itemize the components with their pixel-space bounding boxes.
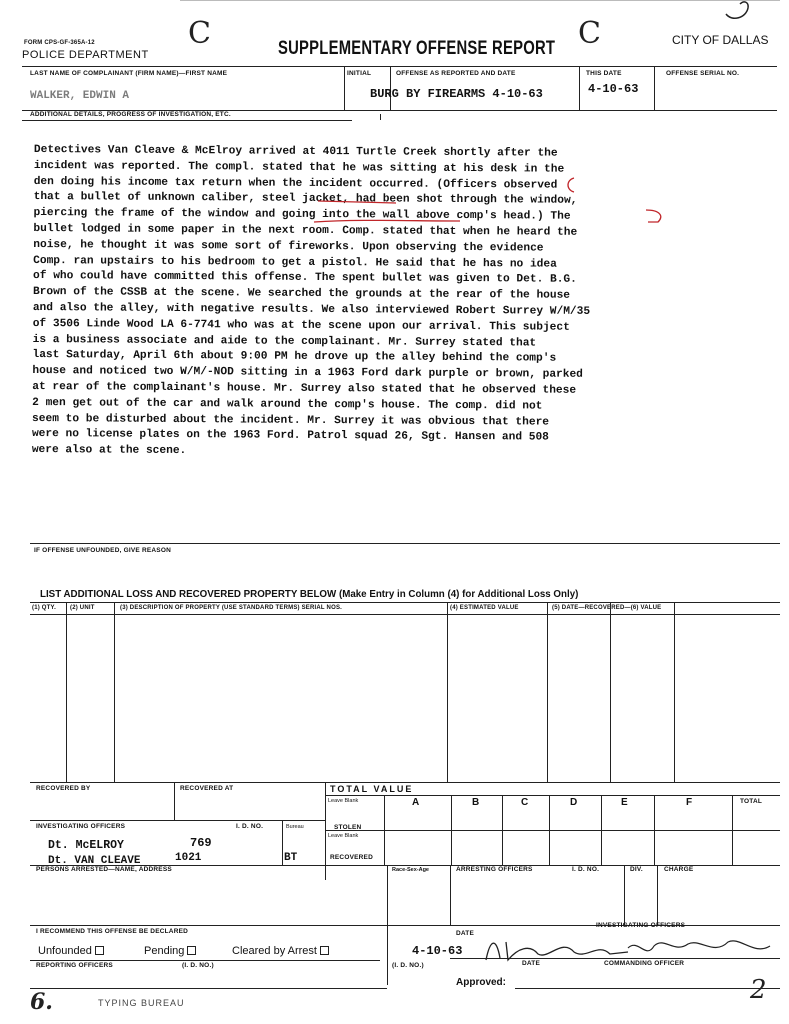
reporting-id-label: (I. D. NO.) bbox=[182, 962, 214, 969]
narrative-line: 2 men get out of the car and walk around the comp's house. The comp. did not bbox=[32, 396, 543, 413]
complainant-name-label: LAST NAME OF COMPLAINANT (FIRM NAME)—FIRST NAME bbox=[30, 70, 228, 77]
approved-label: Approved: bbox=[456, 977, 506, 988]
div-label: DIV. bbox=[630, 866, 643, 873]
narrative-line: Comp. ran upstairs to his bedroom to get a pistol. He said that he has no idea bbox=[33, 254, 557, 271]
narrative-line: noise, he thought it was some sort of fireworks. Upon observing the evidence bbox=[33, 238, 544, 255]
typing-bureau-label: TYPING BUREAU bbox=[98, 998, 185, 1008]
divider bbox=[654, 795, 655, 865]
second-date-label: DATE bbox=[522, 960, 541, 967]
officer-1-name: Dt. McELROY bbox=[48, 839, 124, 852]
cleared-checkbox[interactable] bbox=[320, 946, 329, 955]
col-description: (3) DESCRIPTION OF PROPERTY (USE STANDARD TERMS) SERIAL NOS. bbox=[120, 605, 343, 611]
narrative-line: at rear of the complainant's house. Mr. Surrey also stated that he observed these bbox=[32, 380, 577, 397]
total-label: TOTAL bbox=[740, 798, 763, 805]
date-label: DATE bbox=[456, 930, 475, 937]
divider bbox=[451, 795, 452, 865]
bottom-rule bbox=[30, 988, 387, 989]
divider bbox=[579, 66, 580, 110]
details-underline bbox=[22, 120, 352, 121]
divider bbox=[387, 925, 388, 985]
recovered-at-label: RECOVERED AT bbox=[180, 785, 234, 792]
signature-line bbox=[450, 958, 780, 959]
divider bbox=[654, 66, 655, 110]
totals-mid-rule bbox=[325, 830, 780, 831]
divider bbox=[387, 865, 388, 925]
totals-inner-rule bbox=[325, 795, 780, 796]
additional-details-label: ADDITIONAL DETAILS, PROGRESS OF INVESTIGATION, ETC. bbox=[30, 111, 231, 118]
col-divider bbox=[547, 602, 548, 782]
narrative-line: were no license plates on the 1963 Ford. Patrol squad 26, Sgt. Hansen and 508 bbox=[31, 428, 549, 444]
narrative-line: were also at the scene. bbox=[31, 444, 187, 458]
pending-option[interactable] bbox=[144, 945, 196, 957]
col-letter-d: D bbox=[570, 797, 578, 808]
narrative-line: is a business associate and aide to the complainant. Mr. Surrey stated that bbox=[32, 333, 537, 350]
race-sex-age-label: Race-Sex-Age bbox=[392, 867, 429, 873]
form-number: FORM CPS-GF-365A-12 bbox=[24, 40, 95, 46]
divider bbox=[624, 865, 625, 925]
narrative-line: Detectives Van Cleave & McElroy arrived at 4011 Turtle Creek shortly after the bbox=[33, 143, 558, 160]
col-divider bbox=[674, 602, 675, 782]
department-label: POLICE DEPARTMENT bbox=[22, 49, 149, 61]
unfounded-checkbox[interactable] bbox=[95, 946, 104, 955]
narrative-line: seem to be disturbed about the incident. Mr. Surrey it was obvious that there bbox=[32, 412, 550, 429]
top-edge-line bbox=[180, 0, 780, 1]
officer-2-id: 1021 bbox=[175, 852, 202, 863]
col-letter-f: F bbox=[686, 797, 693, 808]
date-value: 4-10-63 bbox=[412, 944, 463, 958]
divider bbox=[450, 865, 451, 925]
divider bbox=[384, 795, 385, 865]
officers-rule bbox=[30, 820, 325, 821]
officer-2-name: Dt. VAN CLEAVE bbox=[48, 855, 141, 864]
hand-mark-right: C bbox=[578, 16, 601, 51]
divider bbox=[657, 865, 658, 925]
col-qty: (1) QTY. bbox=[32, 605, 56, 611]
col-letter-e: E bbox=[621, 797, 628, 808]
narrative-line: of who could have committed this offense. The spent bullet was given to Det. B.G. bbox=[33, 270, 577, 287]
narrative-line: Brown of the CSSB at the scene. We searched the grounds at the rear of the house bbox=[32, 286, 571, 302]
page-number: 2 bbox=[750, 975, 767, 1005]
narrative-line: den doing his income tax return when the incident occurred. (Officers observed bbox=[33, 175, 558, 192]
officer-id-label: I. D. NO. bbox=[236, 823, 264, 830]
property-heading: LIST ADDITIONAL LOSS AND RECOVERED PROPERTY BELOW (Make Entry in Column (4) for Additional Loss Only) bbox=[40, 588, 579, 600]
offense-value: BURG BY FIREARMS 4-10-63 bbox=[370, 87, 543, 101]
col-divider bbox=[447, 602, 448, 782]
corner-scribble-icon bbox=[722, 0, 752, 22]
unfounded-option[interactable] bbox=[38, 945, 104, 957]
hand-mark-left: C bbox=[188, 16, 211, 51]
divider bbox=[344, 66, 345, 110]
narrative-line: house and noticed two W/M/-NOD sitting in a 1963 Ford dark purple or brown, parked bbox=[32, 365, 583, 381]
narrative-line: of 3506 Linde Wood LA 6-7741 who was at the scene upon our arrival. This subject bbox=[32, 317, 570, 334]
col-divider bbox=[114, 602, 115, 782]
divider bbox=[549, 795, 550, 865]
this-date-label: THIS DATE bbox=[586, 70, 622, 77]
reporting-officers-label: REPORTING OFFICERS bbox=[36, 962, 113, 969]
recommend-label: I RECOMMEND THIS OFFENSE BE DECLARED bbox=[36, 928, 189, 935]
arresting-id-label: I. D. NO. bbox=[572, 866, 600, 873]
tick-mark bbox=[380, 114, 381, 120]
complainant-name: WALKER, EDWIN A bbox=[30, 90, 130, 102]
charge-label: CHARGE bbox=[664, 866, 694, 873]
property-header-rule bbox=[30, 614, 780, 615]
col-date-recovered: (5) DATE—RECOVERED—(6) VALUE bbox=[552, 605, 662, 611]
bureau-label: Bureau bbox=[286, 824, 304, 830]
divider bbox=[502, 795, 503, 865]
col-divider bbox=[66, 602, 67, 782]
serial-label: OFFENSE SERIAL NO. bbox=[666, 70, 740, 77]
persons-arrested-label: PERSONS ARRESTED—NAME, ADDRESS bbox=[36, 866, 172, 873]
recovered-by-label: RECOVERED BY bbox=[36, 785, 91, 792]
total-value-label: TOTAL VALUE bbox=[330, 784, 414, 794]
leave-blank-label: Leave Blank bbox=[328, 833, 359, 839]
second-id-label: (I. D. NO.) bbox=[392, 962, 424, 969]
investigating-officers-label: INVESTIGATING OFFICERS bbox=[36, 823, 126, 830]
header-rule bbox=[22, 66, 777, 67]
cleared-option[interactable] bbox=[232, 945, 329, 957]
footer-line bbox=[30, 960, 380, 961]
col-letter-b: B bbox=[472, 797, 480, 808]
officer-1-id: 769 bbox=[190, 836, 212, 850]
divider bbox=[601, 795, 602, 865]
col-letter-c: C bbox=[521, 797, 529, 808]
col-divider bbox=[610, 602, 611, 782]
leave-blank-label: Leave Blank bbox=[328, 798, 359, 804]
narrative-line: incident was reported. The compl. stated that he was sitting at his desk in the bbox=[33, 159, 565, 176]
pending-label: Pending bbox=[144, 945, 185, 957]
city-label: CITY OF DALLAS bbox=[672, 33, 769, 47]
cleared-label: Cleared by Arrest bbox=[232, 945, 317, 957]
narrative-line: and also the alley, with negative results. We also interviewed Robert Surrey W/M/35 bbox=[32, 301, 591, 318]
divider bbox=[732, 795, 733, 865]
col-estimated-value: (4) ESTIMATED VALUE bbox=[450, 605, 519, 611]
offense-label: OFFENSE AS REPORTED AND DATE bbox=[396, 70, 516, 77]
officer-bureau: BT bbox=[284, 852, 298, 864]
property-rule bbox=[30, 602, 780, 603]
narrative-line: piercing the frame of the window and going into the wall above comp's head.) The bbox=[33, 207, 571, 223]
stolen-label: STOLEN bbox=[334, 824, 362, 831]
unfounded-rule bbox=[30, 543, 780, 544]
narrative-line: last Saturday, April 6th about 9:00 PM he drove up the alley behind the comp's bbox=[32, 349, 557, 366]
commanding-officer-label: COMMANDING OFFICER bbox=[604, 960, 685, 967]
investigating-officers-footer-label: INVESTIGATING OFFICERS bbox=[596, 922, 686, 929]
approved-line bbox=[515, 988, 780, 989]
divider bbox=[174, 782, 175, 820]
unfounded-label: Unfounded bbox=[38, 945, 92, 957]
arresting-officers-label: ARRESTING OFFICERS bbox=[456, 866, 533, 873]
divider bbox=[282, 820, 283, 865]
pending-checkbox[interactable] bbox=[187, 946, 196, 955]
red-pen-bracket bbox=[560, 172, 680, 226]
narrative-line: bullet lodged in some paper in the next room. Comp. stated that when he heard the bbox=[33, 222, 578, 239]
narrative-line: that a bullet of unknown caliber, steel jacket, had been shot through the window, bbox=[33, 191, 578, 208]
col-letter-a: A bbox=[412, 797, 420, 808]
bottom-mark: 6. bbox=[30, 989, 53, 1015]
initial-label: INITIAL bbox=[347, 70, 372, 77]
col-unit: (2) UNIT bbox=[70, 605, 95, 611]
unfounded-label: IF OFFENSE UNFOUNDED, GIVE REASON bbox=[34, 547, 171, 554]
this-date-value: 4-10-63 bbox=[588, 82, 639, 96]
recovered-label: RECOVERED bbox=[330, 854, 373, 861]
totals-rule bbox=[30, 782, 780, 783]
report-title: SUPPLEMENTARY OFFENSE REPORT bbox=[278, 38, 556, 59]
